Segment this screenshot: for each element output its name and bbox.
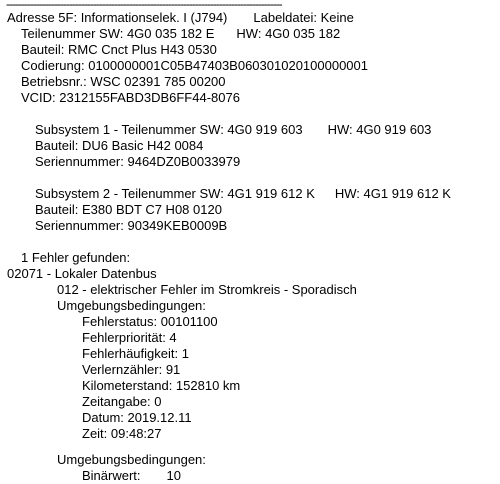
fault-frequency: Fehlerhäufigkeit: 1 <box>82 346 189 361</box>
label-file: Labeldatei: Keine <box>253 10 354 25</box>
fault-status: Fehlerstatus: 00101100 <box>82 314 218 329</box>
subsystem-2-serial: Seriennummer: 90349KEB0009B <box>35 218 228 233</box>
address-title-row <box>7 10 354 26</box>
fault-time: Zeit: 09:48:27 <box>82 426 162 441</box>
subsystem-1-part-hw: HW: 4G0 919 603 <box>327 122 432 137</box>
address-title: Adresse 5F: Informationselek. I (J794) <box>7 10 228 25</box>
fault-description: 012 - elektrischer Fehler im Stromkreis - Sporadisch <box>57 282 357 297</box>
subsystem-2-part-hw: HW: 4G1 919 612 K <box>334 186 451 201</box>
time-indication: Zeitangabe: 0 <box>82 394 162 409</box>
address-component: Bauteil: RMC Cnct Plus H43 0530 <box>21 42 217 57</box>
address-part-sw: Teilenummer SW: 4G0 035 182 E <box>21 26 215 41</box>
subsystem-2-part-sw: Subsystem 2 - Teilenummer SW: 4G1 919 612 K <box>35 186 315 201</box>
binary-value: 10 <box>166 468 181 483</box>
unlearn-counter: Verlernzähler: 91 <box>82 362 181 377</box>
address-operating-number: Betriebsnr.: WSC 02391 785 00200 <box>21 74 226 89</box>
fault-priority: Fehlerpriorität: 4 <box>82 330 177 345</box>
environment-conditions-title: Umgebungsbedingungen: <box>57 298 206 313</box>
fault-date: Datum: 2019.12.11 <box>82 410 192 425</box>
fault-code: 02071 - Lokaler Datenbus <box>7 266 157 281</box>
environment-conditions-title-2: Umgebungsbedingungen: <box>57 452 206 467</box>
subsystem-2-component: Bauteil: E380 BDT C7 H08 0120 <box>35 202 222 217</box>
binary-value-row <box>82 468 181 484</box>
subsystem-1-component: Bauteil: DU6 Basic H42 0084 <box>35 138 204 153</box>
address-part-hw: HW: 4G0 035 182 <box>236 26 341 41</box>
subsystem-1-serial: Seriennummer: 9464DZ0B0033979 <box>35 154 241 169</box>
subsystem-1-part-sw: Subsystem 1 - Teilenummer SW: 4G0 919 603 <box>35 122 303 137</box>
binary-value-label: Binärwert: <box>82 468 141 483</box>
separator-line: -------------------------------------------------------------------------------------------- <box>6 0 282 8</box>
address-vcid: VCID: 2312155FABD3DB6FF44-8076 <box>21 90 240 105</box>
fault-count: 1 Fehler gefunden: <box>21 250 131 265</box>
subsystem-1-part-row <box>35 122 431 138</box>
subsystem-2-part-row <box>35 186 451 202</box>
mileage: Kilometerstand: 152810 km <box>82 378 241 393</box>
address-coding: Codierung: 0100000001C05B47403B060301020100000001 <box>21 58 368 73</box>
address-part-number-row <box>21 26 340 42</box>
